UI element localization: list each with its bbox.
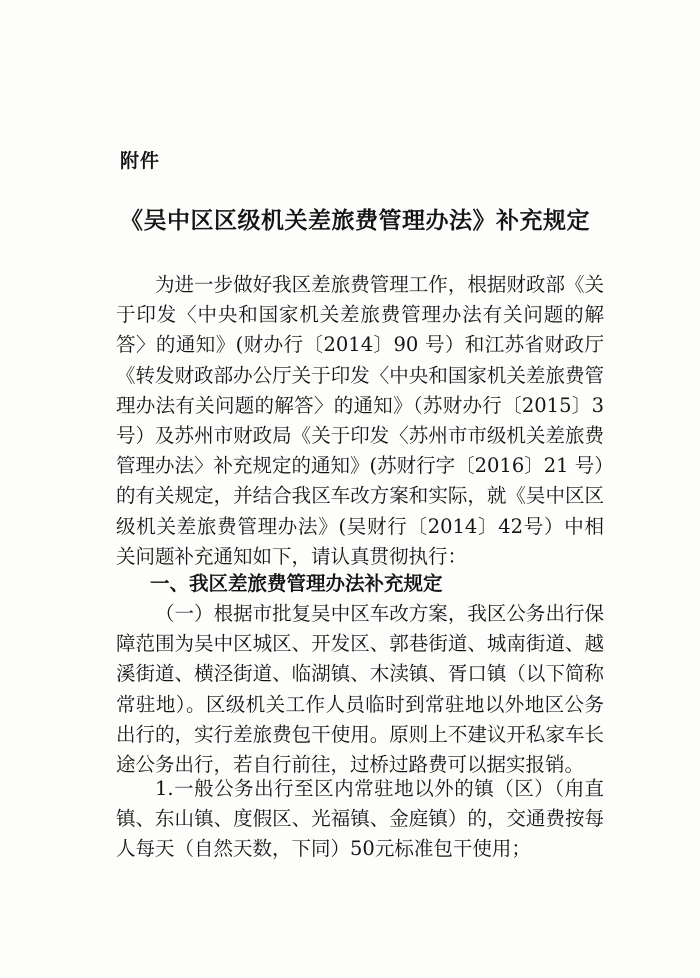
attachment-label: 附件 [120, 150, 161, 172]
intro-paragraph: 为进一步做好我区差旅费管理工作，根据财政部《关于印发〈中央和国家机关差旅费管理办法有关问题的解答〉的通知》(财办行〔2014〕90 号）和江苏省财政厅《转发财政部办公厅关于印发〈中央和国家机关差旅费管理办法有关问题的解答〉的通知》（苏财办行〔2015〕3号）及苏州市财政局《关于印发〈苏州市市级机关差旅费管理办法〉补充规定的通知》(苏财行字〔2016〕21 号）的有关规定，并结合我区车改方案和实际，就《吴中区区级机关差旅费管理办法》(吴财行〔2014〕42号）中相关问题补充通知如下，请认真贯彻执行： [116, 273, 604, 568]
paragraph-1: （一）根据市批复吴中区车改方案，我区公务出行保障范围为吴中区城区、开发区、郭巷街道、城南街道、越溪街道、横泾街道、临湖镇、木渎镇、胥口镇（以下简称常驻地）。区级机关工作人员临时到常驻地以外地区公务出行的，实行差旅费包干使用。原则上不建议开私家车长途公务出行，若自行前往，过桥过路费可以据实报销。 [116, 602, 604, 777]
document-title: 《吴中区区级机关差旅费管理办法》补充规定 [120, 208, 590, 234]
section-heading: 一、我区差旅费管理办法补充规定 [150, 572, 443, 595]
paragraph-2: 1.一般公务出行至区内常驻地以外的镇（区）（甪直镇、东山镇、度假区、光福镇、金庭镇）的，交通费按每人每天（自然天数，下同）50元标准包干使用； [116, 777, 604, 861]
